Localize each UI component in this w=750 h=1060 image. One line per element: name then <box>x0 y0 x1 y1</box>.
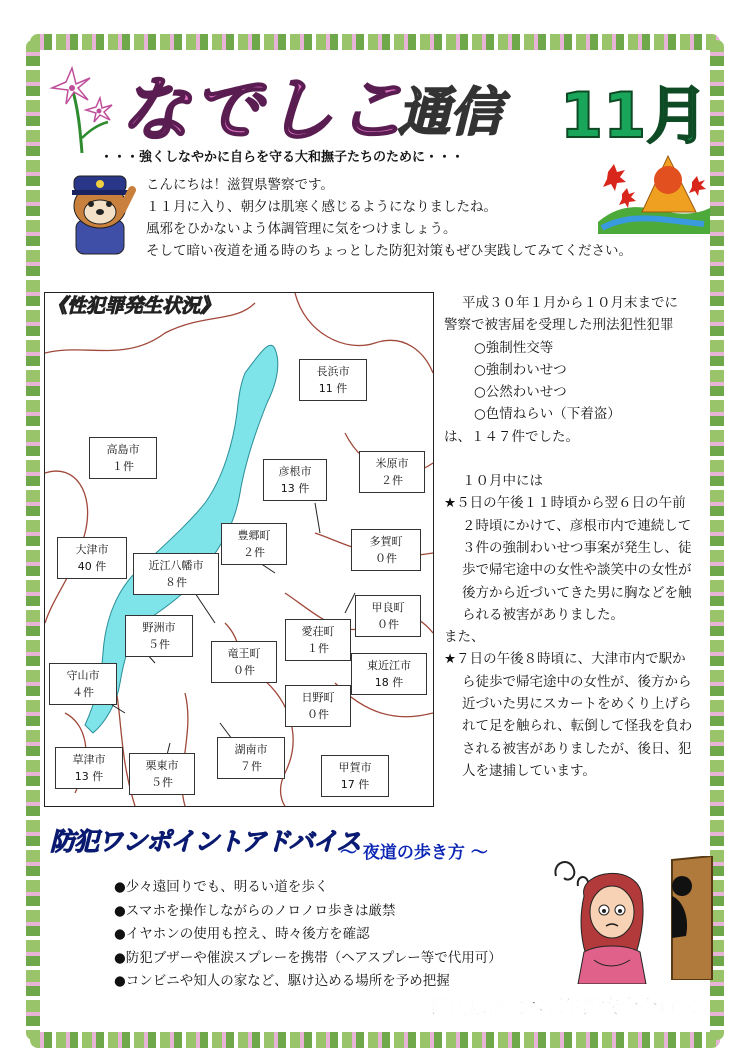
city-label-takashima <box>89 437 157 479</box>
flower-border-left <box>26 40 40 1040</box>
city-label-nagahama <box>299 359 367 401</box>
city-label-higashiomi <box>351 653 427 695</box>
city-count: １件 <box>307 642 329 655</box>
city-count: 13 件 <box>74 770 104 783</box>
city-label-taga <box>351 529 421 571</box>
greeting-line: 風邪をひかないよう体調管理に気をつけましょう。 <box>146 221 457 237</box>
city-name: 長浜市 <box>316 365 350 378</box>
summary-line: 警察で被害届を受理した刑法犯性犯罪 <box>444 317 674 334</box>
summary-line: られる被害がありました。 <box>462 606 624 623</box>
summary-line: １０月中には <box>462 473 543 490</box>
advice-item: ●コンビニや知人の家など、駆け込める場所を予め把握 <box>114 973 450 989</box>
map-title: 《性犯罪発生状況》 <box>48 295 220 317</box>
summary-line: ２時頃にかけて、彦根市内で連続して <box>462 517 692 534</box>
city-count: ２件 <box>381 474 403 487</box>
greeting-line: そして暗い夜道を通る時のちょっとした防犯対策もぜひ実践してみてください。 <box>146 243 632 259</box>
city-name: 東近江市 <box>367 659 411 672</box>
city-label-kora <box>355 595 421 637</box>
city-count: ７件 <box>240 760 262 773</box>
summary-line: ○強制性交等 <box>474 339 554 356</box>
city-name: 近江八幡市 <box>148 559 204 572</box>
advice-item: ●イヤホンの使用も控え、時々後方を確認 <box>114 926 370 942</box>
autumn-leaves-icon <box>592 142 712 234</box>
summary-line: ら徒歩で帰宅途中の女性が、後方から <box>462 673 692 690</box>
summary-line: また、 <box>444 629 485 646</box>
city-label-konan <box>217 737 285 779</box>
tagline: ・・・強くしなやかに自らを守る大和撫子たちのために・・・ <box>100 150 465 165</box>
city-name: 湖南市 <box>234 743 268 756</box>
city-name: 米原市 <box>375 457 409 470</box>
city-name: 愛荘町 <box>301 625 335 638</box>
city-count: ０件 <box>377 618 399 631</box>
flower-border-bottom <box>30 1032 720 1048</box>
worried-woman-icon <box>548 856 668 984</box>
summary-line: 歩で帰宅途中の女性や談笑中の女性が <box>462 562 692 579</box>
city-name: 大津市 <box>75 543 109 556</box>
city-name: 多賀町 <box>369 535 403 548</box>
city-name: 竜王町 <box>227 647 261 660</box>
city-count: 13 件 <box>280 482 310 495</box>
city-count: ０件 <box>233 664 255 677</box>
summary-line: ★７日の午後８時頃に、大津市内で駅か <box>444 651 686 668</box>
flower-border-top <box>30 34 720 50</box>
greeting-line: １１月に入り、朝夕は肌寒く感じるようになりましたね。 <box>146 199 497 215</box>
issue-month: 11月 <box>560 79 709 152</box>
city-count: ０件 <box>307 708 329 721</box>
city-label-ryuo <box>211 641 277 683</box>
advice-item: ●少々遠回りでも、明るい道を歩く <box>114 879 329 895</box>
city-name: 甲賀市 <box>338 761 372 774</box>
city-name: 栗東市 <box>145 759 179 772</box>
city-name: 豊郷町 <box>237 529 271 542</box>
summary-line: 人を逮捕しています。 <box>462 762 596 779</box>
city-label-otsu <box>57 537 127 579</box>
greeting-message <box>146 174 632 262</box>
city-label-maibara <box>359 451 425 493</box>
summary-line: は、１４７件でした。 <box>444 428 579 445</box>
issuer-name: 滋賀県警察本部生活安全企画課 <box>430 996 697 1018</box>
city-label-hikone <box>263 459 327 501</box>
advice-list <box>114 876 502 994</box>
city-count: 11 件 <box>318 382 348 395</box>
advice-subtitle: ～ 夜道の歩き方 ～ <box>340 843 488 863</box>
summary-line: 平成３０年１月から１０月末までに <box>462 295 678 311</box>
city-count: 18 件 <box>374 676 404 689</box>
newsletter-title-sub: 通信 <box>398 83 503 143</box>
shiga-map <box>44 292 434 807</box>
city-count: ２件 <box>243 546 265 559</box>
city-name: 日野町 <box>301 691 335 704</box>
city-name: 守山市 <box>66 669 100 682</box>
city-label-toyosato <box>221 523 287 565</box>
summary-line: 後方から近づいてきた男に胸などを触 <box>462 584 692 601</box>
shadowy-figure-icon <box>668 856 716 980</box>
city-label-kusatsu <box>55 747 123 789</box>
summary-line: れて足を触られ、転倒して怪我を負わ <box>462 718 693 735</box>
greeting-line: こんにちは！滋賀県警察です。 <box>146 177 334 193</box>
city-label-koka <box>321 755 389 797</box>
summary-line: ○公然わいせつ <box>474 384 567 401</box>
city-label-aisho <box>285 619 351 661</box>
crime-summary <box>444 292 734 782</box>
city-label-yasu <box>125 615 193 657</box>
police-mascot-icon <box>62 170 138 256</box>
city-count: ５件 <box>148 638 170 651</box>
city-name: 高島市 <box>106 443 140 456</box>
advice-item: ●防犯ブザーや催涙スプレーを携帯（ヘアスプレー等で代用可） <box>114 949 502 966</box>
nadeshiko-flower-icon <box>42 58 120 154</box>
city-count: 40 件 <box>77 560 107 573</box>
advice-item: ●スマホを操作しながらのノロノロ歩きは厳禁 <box>114 902 396 919</box>
city-name: 草津市 <box>72 753 106 766</box>
city-count: １件 <box>112 460 134 473</box>
advice-title: 防犯ワンポイントアドバイス <box>50 827 361 856</box>
city-count: ４件 <box>72 686 94 699</box>
summary-line <box>444 448 734 470</box>
city-count: 17 件 <box>340 778 370 791</box>
city-name: 彦根市 <box>278 465 312 478</box>
summary-line: される被害がありましたが、後日、犯 <box>462 740 692 757</box>
city-label-hino <box>285 685 351 727</box>
city-count: ０件 <box>375 552 397 565</box>
city-name: 甲良町 <box>371 601 405 614</box>
city-count: ８件 <box>165 576 187 589</box>
city-name: 野洲市 <box>142 621 176 634</box>
city-label-moriyama <box>49 663 117 705</box>
summary-line: ★５日の午後１１時頃から翌６日の午前 <box>444 495 686 512</box>
summary-line: ３件の強制わいせつ事案が発生し、徒 <box>462 539 692 556</box>
city-label-omihachiman <box>133 553 219 595</box>
newsletter-title: なでしこ <box>120 69 408 151</box>
summary-line: 近づいた男にスカートをめくり上げら <box>462 696 692 713</box>
city-label-ritto <box>129 753 195 795</box>
summary-line: ○色情ねらい（下着盗） <box>474 406 621 423</box>
city-count: ５件 <box>151 776 173 789</box>
summary-line: ○強制わいせつ <box>474 361 567 378</box>
